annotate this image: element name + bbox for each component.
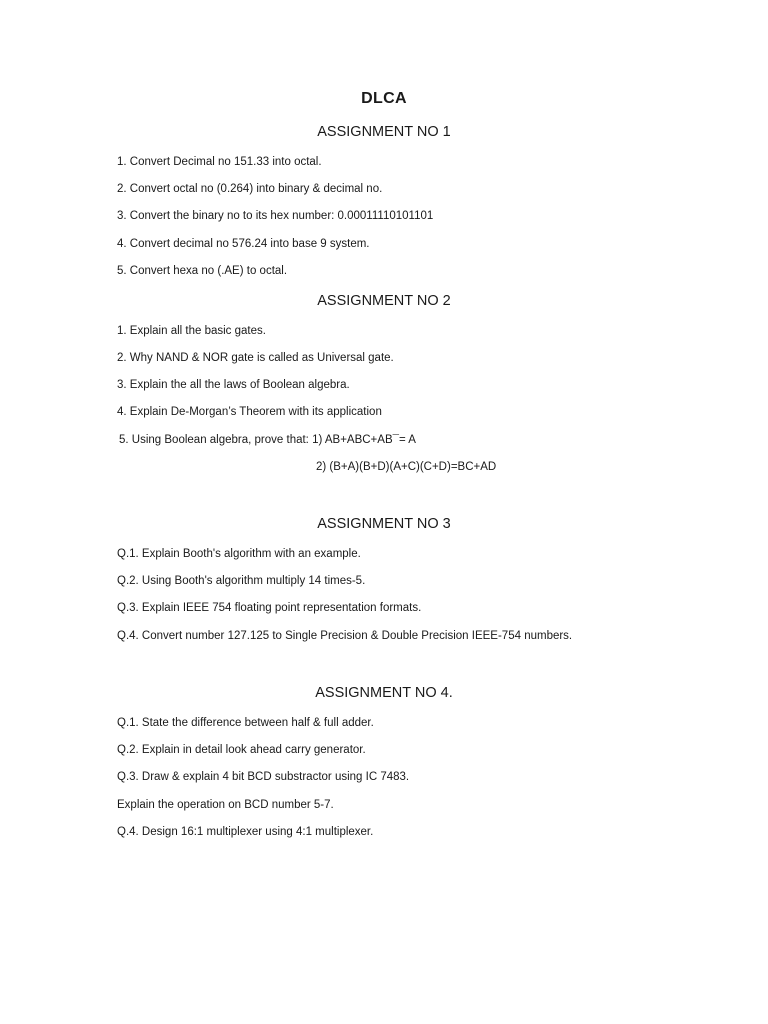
assignment-1-item-2: 2. Convert octal no (0.264) into binary & decimal no.	[117, 183, 383, 195]
document-title: DLCA	[361, 90, 407, 107]
assignment-3-item-2: Q.2. Using Booth's algorithm multiply 14 times-5.	[117, 575, 366, 587]
assignment-3-item-1: Q.1. Explain Booth's algorithm with an example.	[117, 548, 361, 560]
assignment-3-heading: ASSIGNMENT NO 3	[317, 516, 451, 532]
assignment-3-item-4: Q.4. Convert number 127.125 to Single Precision & Double Precision IEEE-754 numbers.	[117, 630, 573, 642]
assignment-4-item-4: Q.4. Design 16:1 multiplexer using 4:1 multiplexer.	[117, 826, 374, 838]
assignment-4-item-1: Q.1. State the difference between half & full adder.	[117, 717, 374, 729]
assignment-2-item-4: 4. Explain De-Morgan’s Theorem with its application	[117, 406, 382, 418]
assignment-4-heading: ASSIGNMENT NO 4.	[315, 685, 453, 701]
assignment-4-item-3-cont: Explain the operation on BCD number 5-7.	[117, 799, 334, 811]
assignment-4-item-3: Q.3. Draw & explain 4 bit BCD substractor using IC 7483.	[117, 771, 410, 783]
assignment-2-item-3: 3. Explain the all the laws of Boolean algebra.	[117, 379, 350, 391]
assignment-2-item-5-part-2: 2) (B+A)(B+D)(A+C)(C+D)=BC+AD	[316, 461, 497, 473]
assignment-2-item-2: 2. Why NAND & NOR gate is called as Universal gate.	[117, 352, 394, 364]
assignment-2-heading: ASSIGNMENT NO 2	[317, 293, 451, 309]
assignment-4-item-2: Q.2. Explain in detail look ahead carry generator.	[117, 744, 366, 756]
assignment-1-heading: ASSIGNMENT NO 1	[317, 124, 451, 140]
assignment-1-item-4: 4. Convert decimal no 576.24 into base 9 system.	[117, 238, 370, 250]
assignment-2-item-5: 5. Using Boolean algebra, prove that: 1) AB+ABC+AB¯= A	[119, 434, 416, 446]
assignment-1-item-5: 5. Convert hexa no (.AE) to octal.	[117, 265, 288, 277]
assignment-1-item-3: 3. Convert the binary no to its hex number: 0.00011110101101	[117, 210, 434, 222]
assignment-2-item-1: 1. Explain all the basic gates.	[117, 325, 266, 337]
assignment-3-item-3: Q.3. Explain IEEE 754 floating point representation formats.	[117, 602, 422, 614]
assignment-1-item-1: 1. Convert Decimal no 151.33 into octal.	[117, 156, 322, 168]
